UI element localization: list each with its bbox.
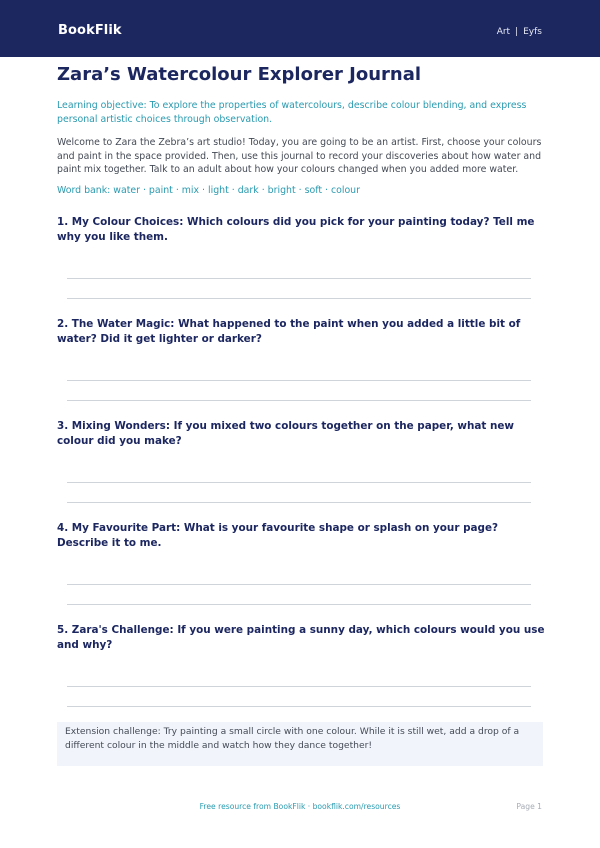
question-3-text: 3. Mixing Wonders: If you mixed two colours together on the paper, what new colour did you make? xyxy=(57,420,515,447)
breadcrumb-subject[interactable]: Art xyxy=(496,27,511,37)
question-5 xyxy=(57,623,547,653)
answer-line[interactable] xyxy=(67,686,531,687)
question-5-text: 5. Zara's Challenge: If you were painting a sunny day, which colours would you use and why? xyxy=(57,624,545,651)
question-4 xyxy=(57,521,547,551)
question-2-text: 2. The Water Magic: What happened to the paint when you added a little bit of water? Did it get lighter or darker? xyxy=(57,318,521,345)
answer-line[interactable] xyxy=(67,604,531,605)
question-2 xyxy=(57,317,547,347)
page-title: Zara’s Watercolour Explorer Journal xyxy=(57,64,422,85)
intro-paragraph: Welcome to Zara the Zebra’s art studio! Today, you are going to be an artist. First, choose your colours and paint in the space provided. Then, use this journal to record your discoveries about how water and paint mix together. Talk to an adult about how your colours changed when you added more water. xyxy=(57,137,542,175)
answer-line[interactable] xyxy=(67,380,531,381)
header-bar xyxy=(0,0,600,57)
answer-line[interactable] xyxy=(67,482,531,483)
breadcrumb-level[interactable]: Eyfs xyxy=(523,27,542,37)
page-number: Page 1 xyxy=(516,802,542,811)
learning-objective: Learning objective: To explore the properties of watercolours, describe colour blending, and express personal artistic choices through observation. xyxy=(57,100,527,125)
answer-line[interactable] xyxy=(67,298,531,299)
word-bank: Word bank: water · paint · mix · light · dark · bright · soft · colour xyxy=(57,185,360,196)
answer-line[interactable] xyxy=(67,502,531,503)
footer-source-link[interactable]: Free resource from BookFlik · bookflik.com/resources xyxy=(199,802,401,811)
question-3 xyxy=(57,419,547,449)
answer-line[interactable] xyxy=(67,400,531,401)
question-1 xyxy=(57,215,547,245)
answer-line[interactable] xyxy=(67,706,531,707)
question-1-text: 1. My Colour Choices: Which colours did you pick for your painting today? Tell me why you like them. xyxy=(57,216,535,243)
extension-challenge-box xyxy=(57,722,543,766)
breadcrumb xyxy=(497,27,542,37)
question-4-text: 4. My Favourite Part: What is your favourite shape or splash on your page? Describe it to me. xyxy=(57,522,499,549)
brand-logo[interactable]: BookFlik xyxy=(58,23,122,38)
breadcrumb-separator: | xyxy=(515,27,519,37)
answer-line[interactable] xyxy=(67,278,531,279)
answer-line[interactable] xyxy=(67,584,531,585)
extension-challenge-text: Extension challenge: Try painting a small circle with one colour. While it is still wet, add a drop of a different colour in the middle and watch how they dance together! xyxy=(65,726,520,751)
